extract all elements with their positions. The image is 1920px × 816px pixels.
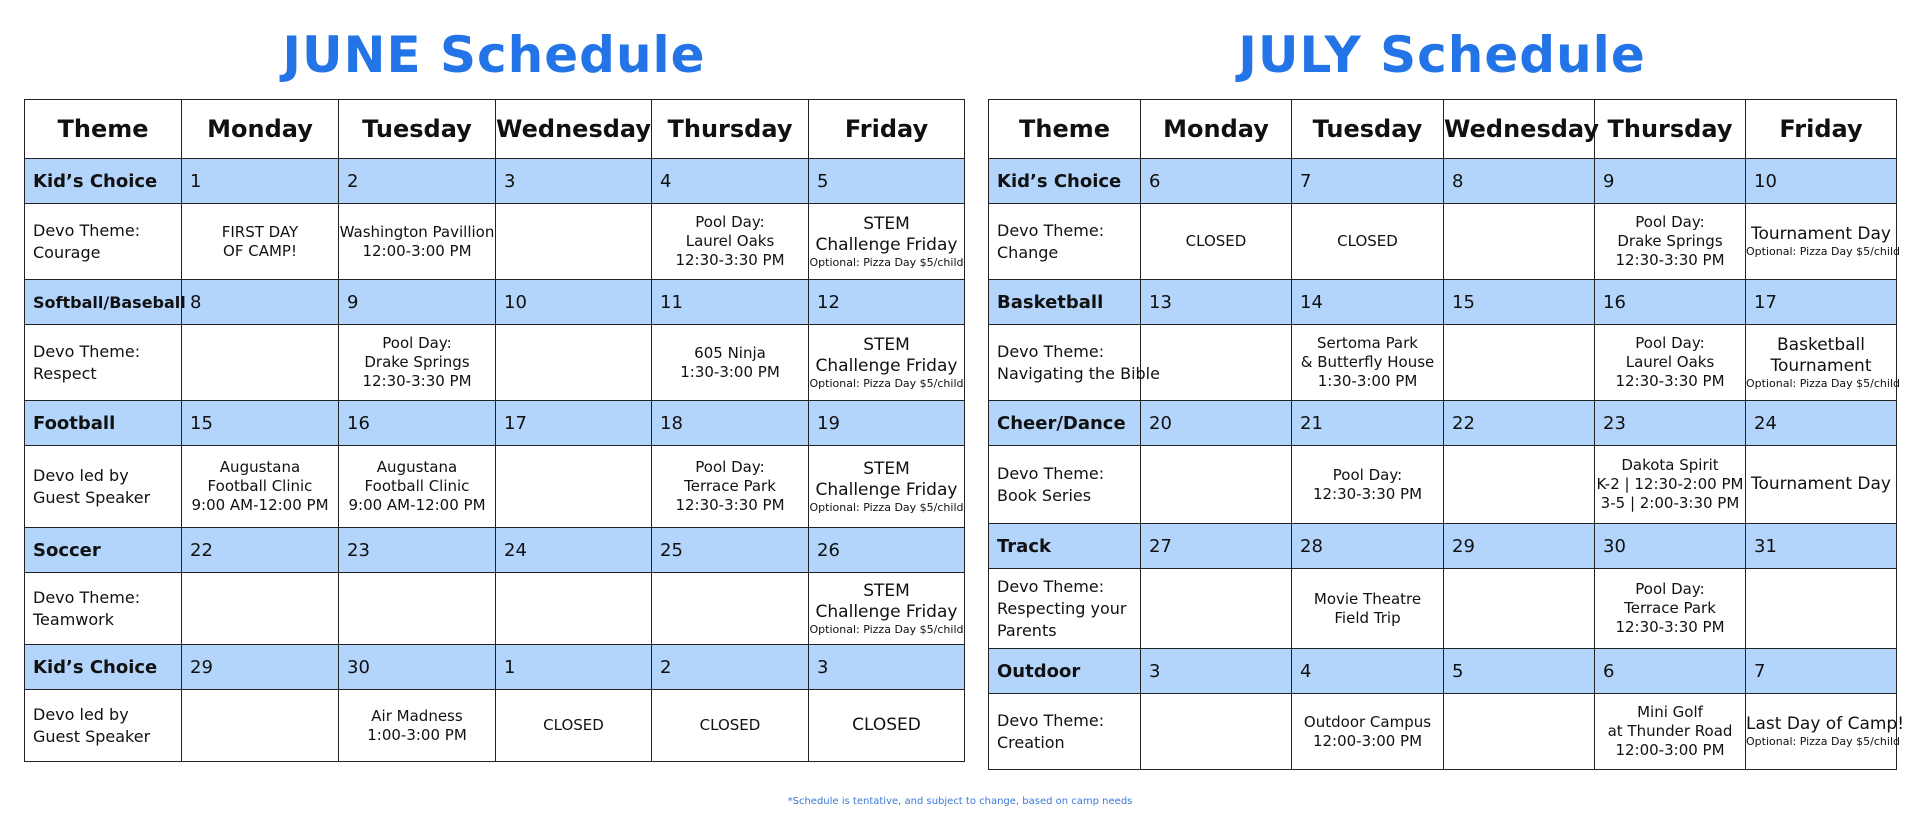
devo-theme-line: Respecting your: [997, 598, 1127, 618]
july-week-5-activity-row: [989, 694, 1897, 770]
activity-line: 12:00-3:00 PM: [1615, 741, 1725, 759]
thursday-date-number: 6: [1595, 649, 1746, 694]
june-week-2-theme-row: [25, 280, 965, 325]
june-week-3-theme-row: [25, 401, 965, 446]
monday-date-number: 13: [1141, 280, 1292, 325]
july-schedule-table: [988, 99, 1905, 770]
thursday-activity-cell: [652, 690, 809, 762]
thursday-date-number: 25: [652, 528, 809, 573]
monday-activity-cell: [182, 690, 339, 762]
devo-theme-line: Creation: [997, 732, 1065, 752]
activity-line: Tournament Day: [1751, 474, 1891, 494]
devo-theme-cell: [25, 690, 182, 762]
tuesday-date-number: 4: [1292, 649, 1444, 694]
friday-date-number: 19: [809, 401, 965, 446]
activity-line: & Butterfly House: [1300, 353, 1435, 371]
devo-theme-line: Guest Speaker: [33, 487, 151, 507]
activity-line: Basketball: [1777, 334, 1865, 355]
monday-date-number: 20: [1141, 401, 1292, 446]
activity-line: Pool Day:: [382, 334, 452, 352]
week-theme-name: Kid’s Choice: [25, 645, 182, 690]
monday-date-number: 29: [182, 645, 339, 690]
devo-theme-cell: [989, 446, 1141, 524]
activity-line: Drake Springs: [1617, 232, 1723, 250]
july-header-wednesday: Wednesday: [1444, 100, 1595, 159]
monday-date-number: 3: [1141, 649, 1292, 694]
devo-theme-line: Navigating the Bible: [997, 363, 1160, 383]
july-week-5-theme-row: [989, 649, 1897, 694]
activity-line: OF CAMP!: [223, 241, 297, 260]
devo-theme-line: Courage: [33, 242, 101, 262]
wednesday-activity-cell: [496, 690, 652, 762]
friday-date-number: 31: [1746, 524, 1897, 569]
week-theme-name: Basketball: [989, 280, 1141, 325]
devo-theme-line: Devo Theme:: [997, 220, 1105, 240]
activity-line: Tournament: [1770, 355, 1872, 376]
thursday-activity-cell: [1595, 204, 1746, 280]
activity-line: 1:00-3:00 PM: [367, 725, 467, 744]
week-theme-name: Soccer: [25, 528, 182, 573]
june-week-4-theme-row: [25, 528, 965, 573]
devo-theme-line: Teamwork: [33, 609, 115, 629]
activity-line: Challenge Friday: [815, 234, 958, 255]
activity-line: Sertoma Park: [1317, 334, 1418, 352]
friday-activity-cell: [809, 325, 965, 401]
tuesday-activity-cell: [339, 690, 496, 762]
june-header-monday: Monday: [182, 100, 339, 159]
thursday-date-number: 16: [1595, 280, 1746, 325]
activity-line: 12:30-3:30 PM: [675, 496, 785, 514]
activity-line: 12:30-3:30 PM: [675, 251, 785, 269]
july-week-3-activity-row: [989, 446, 1897, 524]
wednesday-activity-cell: [1444, 694, 1595, 770]
july-header-theme: Theme: [989, 100, 1141, 159]
week-theme-name: Softball/Baseball: [25, 280, 182, 325]
monday-date-number: 8: [182, 280, 339, 325]
thursday-activity-cell: [652, 325, 809, 401]
devo-theme-line: Devo Theme:: [997, 341, 1105, 361]
devo-theme-cell: [989, 204, 1141, 280]
devo-theme-line: Book Series: [997, 485, 1092, 505]
thursday-date-number: 30: [1595, 524, 1746, 569]
july-header-thursday: Thursday: [1595, 100, 1746, 159]
tuesday-activity-cell: [339, 446, 496, 528]
devo-theme-cell: [25, 446, 182, 528]
week-theme-name: Kid’s Choice: [989, 159, 1141, 204]
wednesday-activity-cell: [496, 573, 652, 645]
activity-line: 12:30-3:30 PM: [1312, 484, 1423, 503]
activity-line: STEM: [863, 213, 910, 234]
devo-theme-cell: [25, 204, 182, 280]
thursday-date-number: 23: [1595, 401, 1746, 446]
activity-line: Challenge Friday: [815, 355, 958, 376]
tuesday-date-number: 23: [339, 528, 496, 573]
friday-activity-cell: [1746, 569, 1897, 649]
tuesday-date-number: 21: [1292, 401, 1444, 446]
june-schedule-title: JUNE Schedule: [282, 26, 706, 84]
activity-line: Outdoor Campus: [1303, 712, 1432, 731]
wednesday-date-number: 3: [496, 159, 652, 204]
thursday-date-number: 18: [652, 401, 809, 446]
activity-line: Laurel Oaks: [685, 232, 775, 250]
friday-activity-cell: [809, 573, 965, 645]
tuesday-activity-cell: [1292, 694, 1444, 770]
activity-line: Drake Springs: [364, 353, 470, 371]
monday-activity-cell: [1141, 325, 1292, 401]
devo-theme-line: Devo led by: [33, 704, 129, 724]
thursday-activity-cell: [1595, 694, 1746, 770]
june-week-4-activity-row: [25, 573, 965, 645]
friday-date-number: 24: [1746, 401, 1897, 446]
pizza-day-note: Optional: Pizza Day $5/child: [1746, 376, 1900, 390]
tuesday-date-number: 9: [339, 280, 496, 325]
pizza-day-note: Optional: Pizza Day $5/child: [809, 376, 964, 390]
week-theme-name: Outdoor: [989, 649, 1141, 694]
tuesday-date-number: 2: [339, 159, 496, 204]
activity-line: Movie Theatre: [1313, 589, 1422, 608]
devo-theme-line: Change: [997, 242, 1059, 262]
july-header-tuesday: Tuesday: [1292, 100, 1444, 159]
tuesday-date-number: 16: [339, 401, 496, 446]
july-header-friday: Friday: [1746, 100, 1897, 159]
friday-activity-cell: [1746, 325, 1900, 401]
monday-activity-cell: [182, 204, 339, 280]
tuesday-activity-cell: [1292, 204, 1444, 280]
june-week-2-activity-row: [25, 325, 965, 401]
devo-theme-cell: [989, 694, 1141, 770]
activity-line: Augustana: [376, 458, 458, 476]
tuesday-activity-cell: [339, 204, 496, 280]
friday-activity-cell: [809, 690, 965, 762]
june-header-theme: Theme: [25, 100, 182, 159]
activity-line: 12:30-3:30 PM: [1615, 251, 1725, 269]
activity-line: STEM: [863, 334, 910, 355]
thursday-date-number: 2: [652, 645, 809, 690]
june-week-1-theme-row: [25, 159, 965, 204]
wednesday-date-number: 8: [1444, 159, 1595, 204]
june-header-tuesday: Tuesday: [339, 100, 496, 159]
activity-line: 12:30-3:30 PM: [1615, 372, 1725, 390]
activity-line: CLOSED: [699, 716, 761, 734]
activity-line: Tournament Day: [1751, 224, 1891, 244]
june-header-thursday: Thursday: [652, 100, 809, 159]
tuesday-activity-cell: [339, 325, 496, 401]
july-week-2-theme-row: [989, 280, 1897, 325]
thursday-date-number: 4: [652, 159, 809, 204]
devo-theme-line: Devo Theme:: [997, 710, 1105, 730]
friday-activity-cell: [1746, 694, 1905, 770]
thursday-activity-cell: [1595, 569, 1746, 649]
activity-line: CLOSED: [543, 716, 604, 734]
july-header-row: [989, 100, 1897, 159]
friday-date-number: 12: [809, 280, 965, 325]
activity-line: Challenge Friday: [815, 601, 958, 622]
activity-line: 1:30-3:00 PM: [680, 362, 780, 381]
wednesday-activity-cell: [1444, 446, 1595, 524]
activity-line: at Thunder Road: [1607, 722, 1733, 740]
july-header-monday: Monday: [1141, 100, 1292, 159]
wednesday-date-number: 24: [496, 528, 652, 573]
week-theme-name: Track: [989, 524, 1141, 569]
activity-line: Dakota Spirit: [1621, 456, 1719, 474]
friday-activity-cell: [1746, 204, 1900, 280]
friday-activity-cell: [1746, 446, 1897, 524]
wednesday-activity-cell: [1444, 569, 1595, 649]
activity-line: Air Madness: [371, 706, 463, 725]
wednesday-date-number: 29: [1444, 524, 1595, 569]
thursday-date-number: 11: [652, 280, 809, 325]
monday-activity-cell: [1141, 569, 1292, 649]
activity-line: STEM: [863, 458, 910, 479]
friday-activity-cell: [809, 204, 965, 280]
pizza-day-note: Optional: Pizza Day $5/child: [809, 622, 964, 636]
july-week-2-activity-row: [989, 325, 1897, 401]
activity-line: Football Clinic: [207, 477, 313, 495]
july-week-4-activity-row: [989, 569, 1897, 649]
activity-line: FIRST DAY: [221, 222, 299, 241]
tuesday-activity-cell: [1292, 325, 1444, 401]
june-header-wednesday: Wednesday: [496, 100, 652, 159]
activity-line: 1:30-3:00 PM: [1317, 372, 1418, 390]
week-theme-name: Football: [25, 401, 182, 446]
monday-date-number: 27: [1141, 524, 1292, 569]
wednesday-date-number: 10: [496, 280, 652, 325]
tuesday-activity-cell: [1292, 446, 1444, 524]
activity-line: Last Day of Camp!: [1746, 714, 1905, 734]
activity-line: Laurel Oaks: [1625, 353, 1715, 371]
devo-theme-line: Devo led by: [33, 465, 129, 485]
activity-line: Washington Pavillion: [339, 222, 495, 241]
thursday-activity-cell: [1595, 446, 1746, 524]
activity-line: Challenge Friday: [815, 479, 958, 500]
pizza-day-note: Optional: Pizza Day $5/child: [1746, 735, 1900, 748]
activity-line: Pool Day:: [1635, 213, 1705, 231]
june-header-friday: Friday: [809, 100, 965, 159]
pizza-day-note: Optional: Pizza Day $5/child: [809, 500, 964, 514]
devo-theme-line: Parents: [997, 620, 1057, 640]
activity-line: STEM: [863, 580, 910, 601]
schedule-footnote: *Schedule is tentative, and subject to change, based on camp needs: [787, 796, 1133, 807]
july-week-3-theme-row: [989, 401, 1897, 446]
tuesday-date-number: 30: [339, 645, 496, 690]
july-schedule-title: JULY Schedule: [1238, 26, 1646, 84]
week-theme-name: Kid’s Choice: [25, 159, 182, 204]
pizza-day-note: Optional: Pizza Day $5/child: [809, 255, 964, 269]
monday-date-number: 22: [182, 528, 339, 573]
devo-theme-line: Devo Theme:: [997, 463, 1105, 483]
july-week-4-theme-row: [989, 524, 1897, 569]
friday-date-number: 26: [809, 528, 965, 573]
wednesday-activity-cell: [1444, 325, 1595, 401]
devo-theme-cell: [989, 569, 1141, 649]
thursday-activity-cell: [652, 573, 809, 645]
monday-activity-cell: [1141, 204, 1292, 280]
tuesday-activity-cell: [1292, 569, 1444, 649]
activity-line: Pool Day:: [1332, 465, 1403, 484]
activity-line: K-2 | 12:30-2:00 PM: [1596, 475, 1744, 493]
activity-line: Mini Golf: [1637, 703, 1703, 721]
tuesday-date-number: 14: [1292, 280, 1444, 325]
activity-line: 3-5 | 2:00-3:30 PM: [1600, 494, 1740, 512]
devo-theme-line: Guest Speaker: [33, 726, 151, 746]
june-header-row: [25, 100, 965, 159]
tuesday-date-number: 7: [1292, 159, 1444, 204]
monday-activity-cell: [182, 446, 339, 528]
friday-date-number: 7: [1746, 649, 1897, 694]
activity-line: CLOSED: [1337, 232, 1398, 250]
pizza-day-note: Optional: Pizza Day $5/child: [1746, 245, 1900, 258]
monday-date-number: 1: [182, 159, 339, 204]
monday-activity-cell: [1141, 694, 1292, 770]
devo-theme-line: Devo Theme:: [33, 220, 141, 240]
monday-activity-cell: [182, 573, 339, 645]
tuesday-activity-cell: [339, 573, 496, 645]
devo-theme-line: Devo Theme:: [33, 587, 141, 607]
thursday-activity-cell: [1595, 325, 1746, 401]
devo-theme-line: Respect: [33, 363, 97, 383]
wednesday-activity-cell: [496, 446, 652, 528]
wednesday-date-number: 15: [1444, 280, 1595, 325]
activity-line: 9:00 AM-12:00 PM: [191, 496, 329, 514]
devo-theme-cell: [989, 325, 1160, 401]
activity-line: CLOSED: [1185, 232, 1247, 250]
activity-line: Field Trip: [1334, 608, 1401, 627]
wednesday-activity-cell: [496, 204, 652, 280]
july-week-1-activity-row: [989, 204, 1897, 280]
june-week-5-activity-row: [25, 690, 965, 762]
thursday-activity-cell: [652, 446, 809, 528]
activity-line: 12:30-3:30 PM: [1615, 618, 1725, 636]
week-theme-name: Cheer/Dance: [989, 401, 1141, 446]
activity-line: 12:00-3:00 PM: [362, 241, 472, 260]
june-schedule-table: [24, 99, 965, 762]
activity-line: Pool Day:: [1635, 334, 1705, 352]
june-week-3-activity-row: [25, 446, 965, 528]
wednesday-date-number: 17: [496, 401, 652, 446]
friday-date-number: 17: [1746, 280, 1897, 325]
activity-line: 12:00-3:00 PM: [1312, 731, 1423, 750]
wednesday-date-number: 5: [1444, 649, 1595, 694]
june-week-1-activity-row: [25, 204, 965, 280]
monday-date-number: 15: [182, 401, 339, 446]
june-week-5-theme-row: [25, 645, 965, 690]
wednesday-date-number: 22: [1444, 401, 1595, 446]
friday-activity-cell: [809, 446, 965, 528]
activity-line: Pool Day:: [695, 213, 765, 231]
devo-theme-line: Devo Theme:: [997, 576, 1105, 596]
friday-date-number: 3: [809, 645, 965, 690]
monday-activity-cell: [182, 325, 339, 401]
monday-activity-cell: [1141, 446, 1292, 524]
activity-line: 12:30-3:30 PM: [362, 372, 472, 390]
activity-line: Pool Day:: [1635, 580, 1705, 598]
friday-date-number: 5: [809, 159, 965, 204]
activity-line: Football Clinic: [364, 477, 470, 495]
activity-line: Terrace Park: [684, 477, 776, 495]
thursday-date-number: 9: [1595, 159, 1746, 204]
devo-theme-line: Devo Theme:: [33, 341, 141, 361]
wednesday-activity-cell: [496, 325, 652, 401]
activity-line: Pool Day:: [695, 458, 765, 476]
activity-line: CLOSED: [852, 715, 921, 735]
devo-theme-cell: [25, 325, 182, 401]
tuesday-date-number: 28: [1292, 524, 1444, 569]
thursday-activity-cell: [652, 204, 809, 280]
friday-date-number: 10: [1746, 159, 1897, 204]
devo-theme-cell: [25, 573, 182, 645]
activity-line: Augustana: [219, 458, 301, 476]
activity-line: Terrace Park: [1624, 599, 1716, 617]
monday-date-number: 6: [1141, 159, 1292, 204]
activity-line: 9:00 AM-12:00 PM: [348, 496, 486, 514]
activity-line: 605 Ninja: [694, 343, 766, 362]
wednesday-activity-cell: [1444, 204, 1595, 280]
july-week-1-theme-row: [989, 159, 1897, 204]
wednesday-date-number: 1: [496, 645, 652, 690]
